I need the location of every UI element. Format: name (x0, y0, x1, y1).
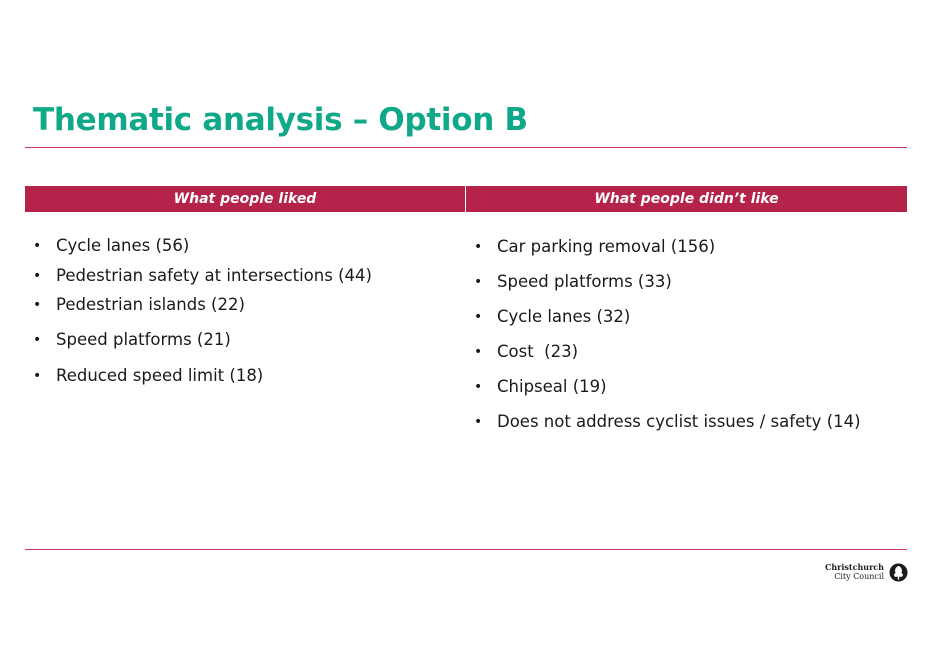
list-item-text: Does not address cyclist issues / safety (14) (497, 412, 861, 431)
logo-line1: Christchurch (824, 562, 884, 572)
logo-wordmark (825, 563, 884, 581)
council-logo (826, 563, 908, 583)
list-item-text: Chipseal (19) (497, 377, 607, 396)
bullet-icon: • (474, 379, 483, 395)
disliked-list (474, 234, 904, 444)
slide-title: Thematic analysis – Option B (33, 102, 528, 138)
bullet-icon: • (33, 368, 42, 384)
list-item-text: Car parking removal (156) (497, 237, 716, 256)
list-item-text: Pedestrian safety at intersections (44) (56, 266, 372, 285)
list-item-text: Reduced speed limit (18) (56, 366, 264, 385)
list-item-text: Cost (23) (497, 342, 579, 361)
tree-in-circle-icon (889, 563, 908, 582)
footer-divider (25, 549, 907, 550)
bullet-icon: • (474, 239, 483, 255)
bullet-icon: • (474, 309, 483, 325)
list-item-text: Speed platforms (21) (56, 330, 231, 349)
list-item-text: Pedestrian islands (22) (56, 295, 245, 314)
bullet-icon: • (474, 414, 483, 430)
liked-list (33, 234, 453, 414)
title-divider (25, 147, 907, 148)
bullet-icon: • (33, 238, 42, 254)
disliked-column-header: What people didn’t like (466, 186, 907, 212)
logo-line2: City Council (834, 572, 884, 581)
bullet-icon: • (474, 344, 483, 360)
list-item-text: Cycle lanes (56) (56, 236, 190, 255)
bullet-icon: • (474, 274, 483, 290)
list-item-text: Cycle lanes (32) (497, 307, 631, 326)
bullet-icon: • (33, 332, 42, 348)
bullet-icon: • (33, 268, 42, 284)
bullet-icon: • (33, 297, 42, 313)
list-item-text: Speed platforms (33) (497, 272, 672, 291)
liked-column-header: What people liked (25, 186, 465, 212)
